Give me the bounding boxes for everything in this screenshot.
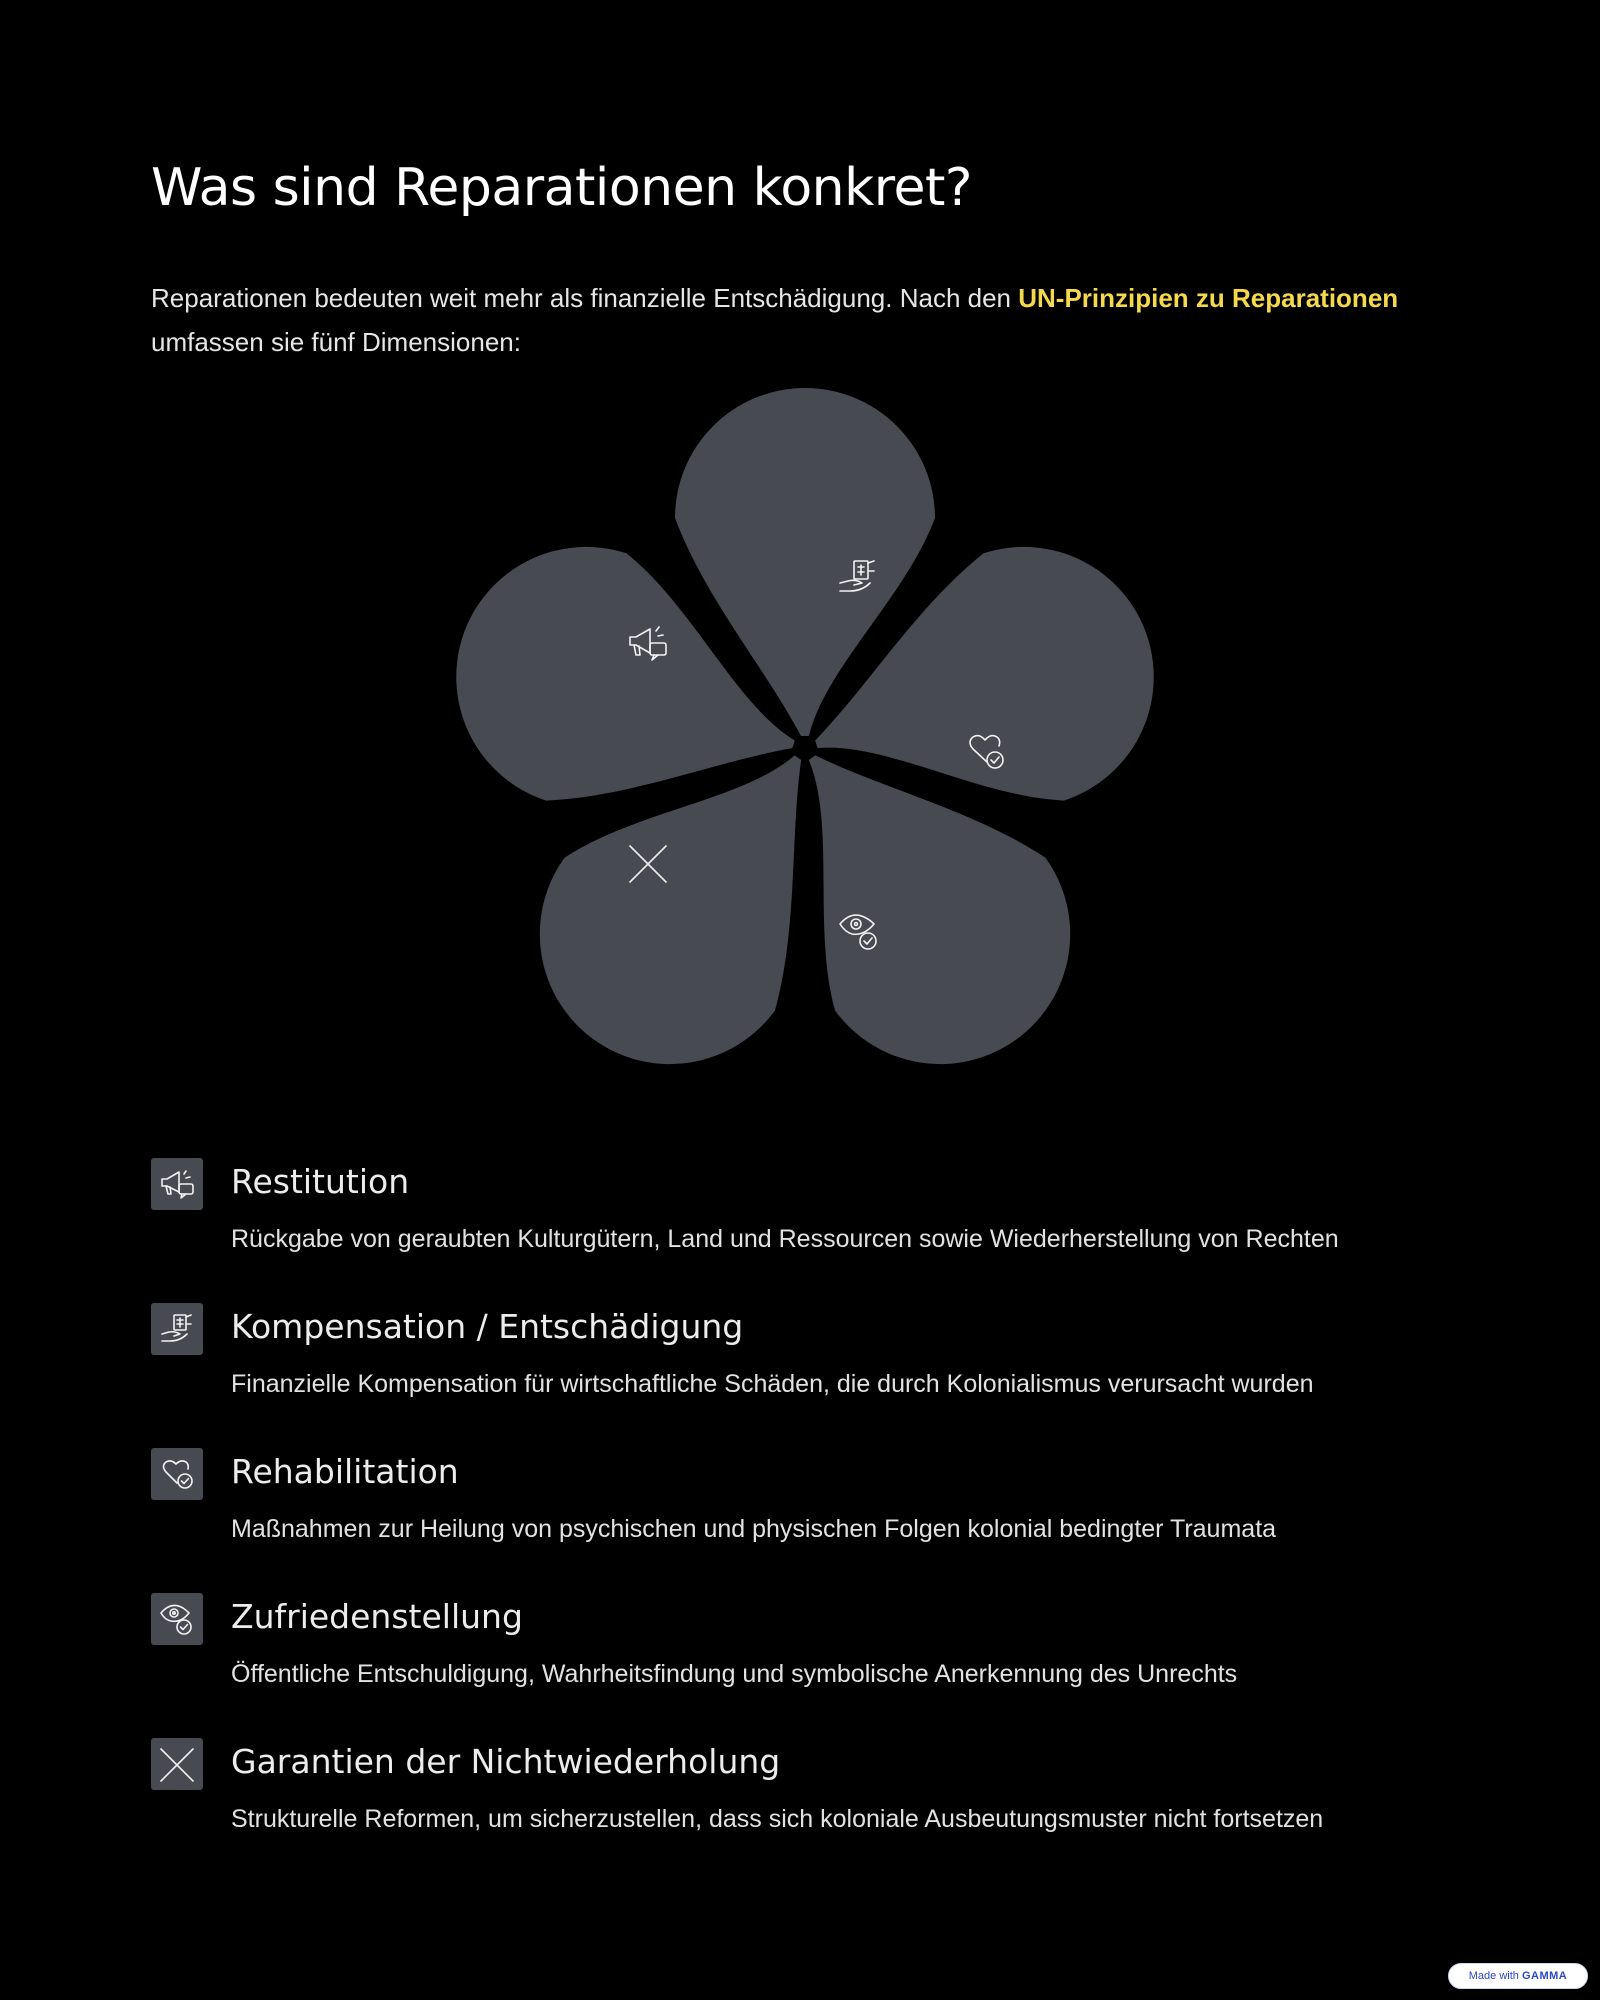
item-description: Finanzielle Kompensation für wirtschaftliche Schäden, die durch Kolonialismus verursacht wurden: [231, 1370, 1314, 1398]
item-title: Rehabilitation: [231, 1452, 459, 1491]
item-title: Zufriedenstellung: [231, 1597, 523, 1636]
item-title: Restitution: [231, 1162, 410, 1201]
item-title: Kompensation / Entschädigung: [231, 1307, 744, 1346]
list-item: [151, 1301, 1451, 1446]
dimensions-list: [151, 1156, 1451, 1881]
hand-money-icon: [151, 1303, 203, 1355]
item-description: Öffentliche Entschuldigung, Wahrheitsfindung und symbolische Anerkennung des Unrechts: [231, 1660, 1238, 1688]
list-item: [151, 1591, 1451, 1736]
made-with-gamma-badge[interactable]: [1448, 1963, 1588, 1989]
page-title: Was sind Reparationen konkret?: [151, 158, 972, 218]
megaphone-icon: [151, 1158, 203, 1210]
x-icon: [151, 1738, 203, 1790]
list-item: [151, 1156, 1451, 1301]
list-item: [151, 1736, 1451, 1881]
item-description: Rückgabe von geraubten Kulturgütern, Land und Ressourcen sowie Wiederherstellung von Rechten: [231, 1225, 1339, 1253]
badge-prefix: Made with: [1468, 1970, 1522, 1982]
un-principles-link[interactable]: UN-Prinzipien zu Reparationen: [1018, 283, 1399, 313]
intro-text-end: umfassen sie fünf Dimensionen:: [151, 327, 521, 357]
gamma-logo: GAMMA: [1521, 1970, 1568, 1982]
heart-check-icon: [151, 1448, 203, 1500]
item-title: Garantien der Nichtwiederholung: [231, 1742, 781, 1781]
list-item: [151, 1446, 1451, 1591]
item-description: Strukturelle Reformen, um sicherzustellen, dass sich koloniale Ausbeutungsmuster nicht fortsetzen: [231, 1805, 1324, 1833]
intro-text: Reparationen bedeuten weit mehr als finanzielle Entschädigung. Nach den: [151, 283, 1019, 313]
eye-check-icon: [151, 1593, 203, 1645]
item-description: Maßnahmen zur Heilung von psychischen und physischen Folgen kolonial bedingter Traumata: [231, 1515, 1277, 1543]
